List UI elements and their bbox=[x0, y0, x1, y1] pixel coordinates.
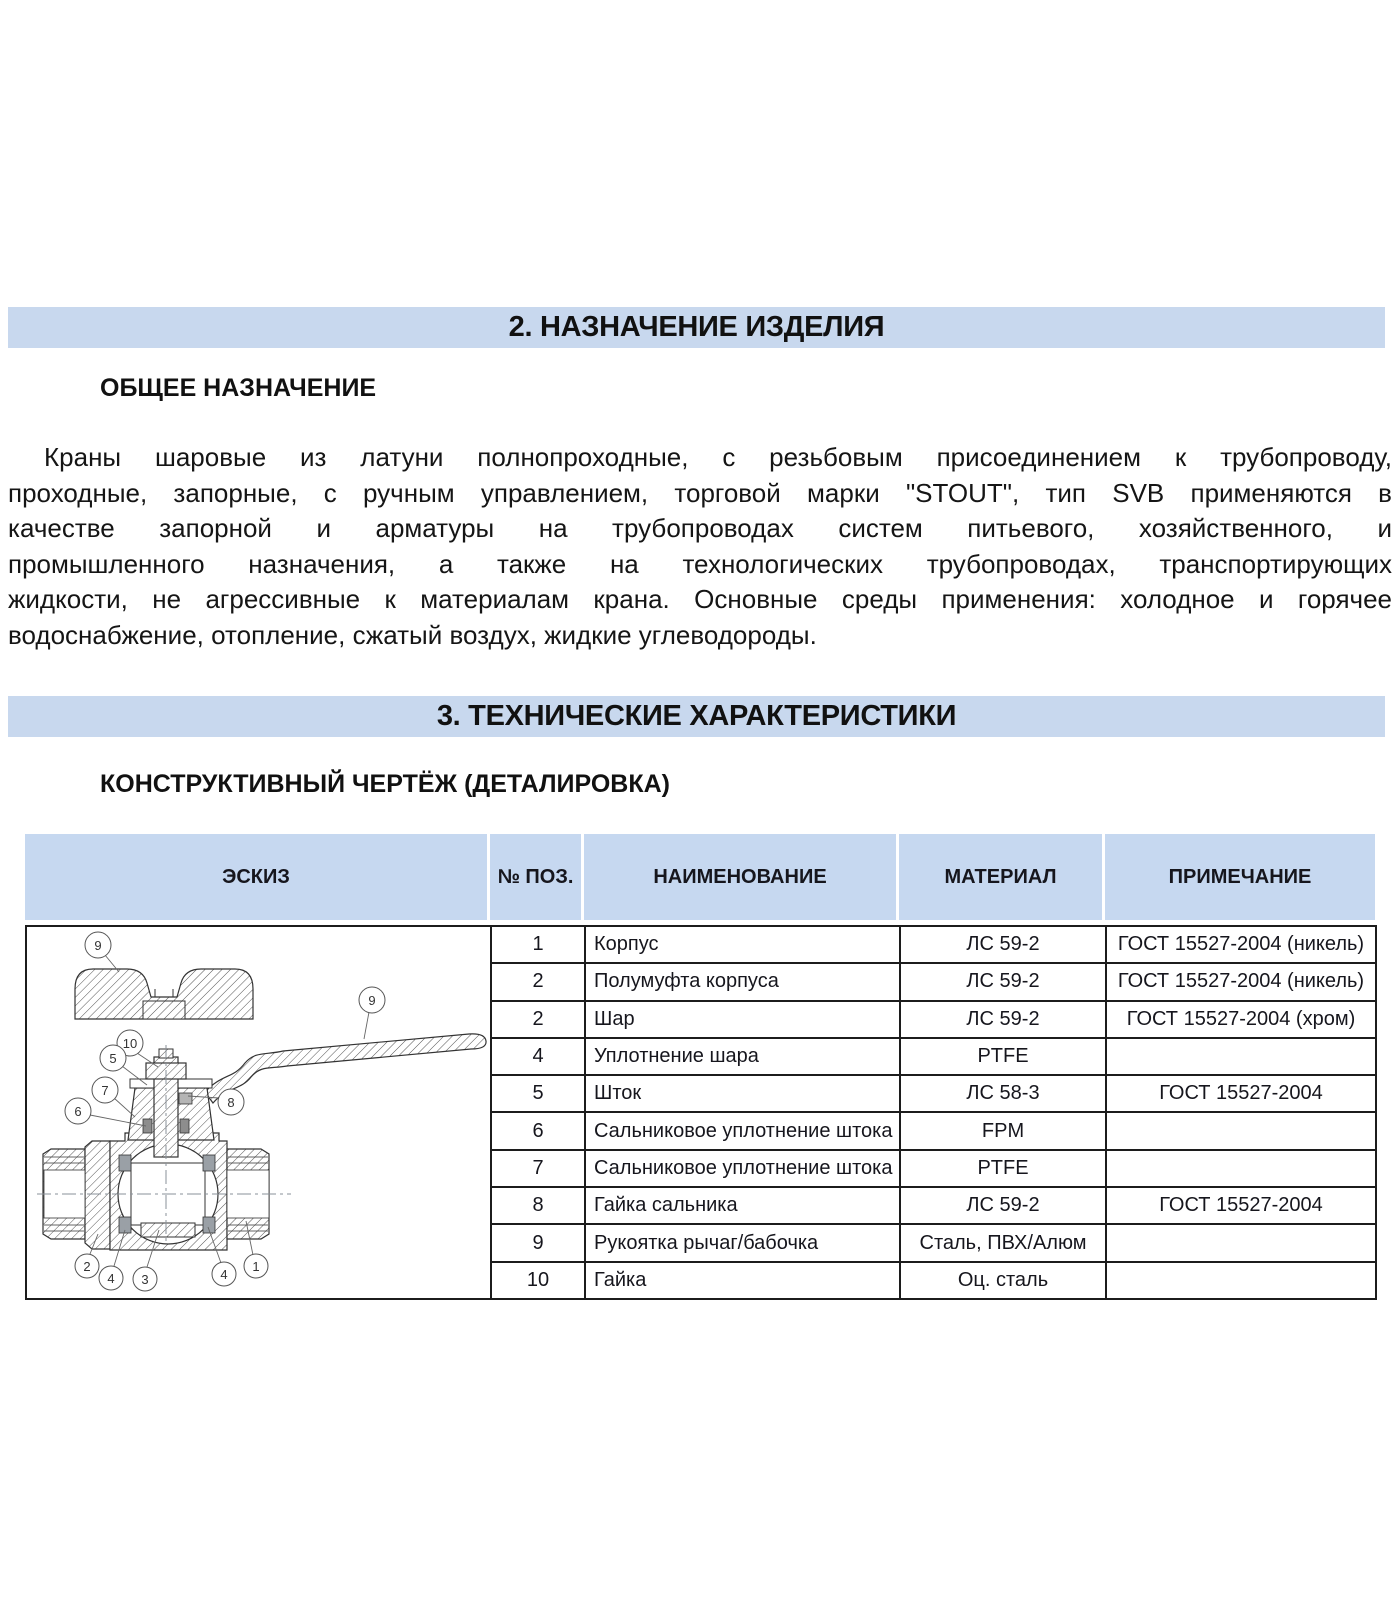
cell-pos: 9 bbox=[491, 1224, 585, 1261]
cell-name: Гайка bbox=[585, 1262, 900, 1299]
cell-note bbox=[1106, 1112, 1376, 1149]
section-2-header-bar bbox=[8, 307, 1385, 348]
section-3-title: 3. ТЕХНИЧЕСКИЕ ХАРАКТЕРИСТИКИ bbox=[436, 700, 957, 732]
cell-name: Гайка сальника bbox=[585, 1187, 900, 1224]
callout-9-lever: 9 bbox=[368, 993, 376, 1008]
cell-pos: 8 bbox=[491, 1187, 585, 1224]
callout-7: 7 bbox=[101, 1083, 109, 1098]
header-material: МАТЕРИАЛ bbox=[899, 834, 1105, 920]
section-3-header-bar bbox=[8, 696, 1385, 737]
cell-note: ГОСТ 15527-2004 (хром) bbox=[1106, 1001, 1376, 1038]
header-sketch: ЭСКИЗ bbox=[25, 834, 490, 920]
cell-material: ЛС 59-2 bbox=[900, 963, 1106, 1000]
cell-note: ГОСТ 15527-2004 bbox=[1106, 1187, 1376, 1224]
cell-note bbox=[1106, 1262, 1376, 1299]
parts-table-body bbox=[26, 926, 1376, 1299]
cell-note: ГОСТ 15527-2004 (никель) bbox=[1106, 926, 1376, 963]
callout-4-left: 4 bbox=[107, 1271, 115, 1286]
section-2-title: 2. НАЗНАЧЕНИЕ ИЗДЕЛИЯ bbox=[508, 311, 885, 343]
parts-table bbox=[25, 925, 1377, 1300]
cell-note: ГОСТ 15527-2004 (никель) bbox=[1106, 963, 1376, 1000]
header-pos: № ПОЗ. bbox=[490, 834, 584, 920]
table-row bbox=[26, 926, 1376, 963]
cell-material: ЛС 58-3 bbox=[900, 1075, 1106, 1112]
parts-table-header bbox=[25, 834, 1375, 920]
cell-pos: 1 bbox=[491, 926, 585, 963]
cell-pos: 4 bbox=[491, 1038, 585, 1075]
callout-10: 10 bbox=[122, 1036, 138, 1051]
cell-material: FPM bbox=[900, 1112, 1106, 1149]
cell-name: Полумуфта корпуса bbox=[585, 963, 900, 1000]
callout-2: 2 bbox=[83, 1259, 91, 1274]
callout-8: 8 bbox=[227, 1095, 235, 1110]
cell-name: Сальниковое уплотнение штока bbox=[585, 1112, 900, 1149]
butterfly-handle bbox=[75, 969, 253, 1019]
cell-pos: 7 bbox=[491, 1150, 585, 1187]
cell-material: ЛС 59-2 bbox=[900, 926, 1106, 963]
cell-note bbox=[1106, 1224, 1376, 1261]
cell-note: ГОСТ 15527-2004 bbox=[1106, 1075, 1376, 1112]
cell-name: Сальниковое уплотнение штока bbox=[585, 1150, 900, 1187]
cell-pos: 2 bbox=[491, 963, 585, 1000]
cell-note bbox=[1106, 1038, 1376, 1075]
cell-name: Шар bbox=[585, 1001, 900, 1038]
header-note: ПРИМЕЧАНИЕ bbox=[1105, 834, 1375, 920]
cell-pos: 6 bbox=[491, 1112, 585, 1149]
lever-handle bbox=[205, 1034, 486, 1103]
callout-9-butterfly: 9 bbox=[94, 938, 102, 953]
cell-material: Оц. сталь bbox=[900, 1262, 1106, 1299]
cell-material: ЛС 59-2 bbox=[900, 1187, 1106, 1224]
cell-pos: 5 bbox=[491, 1075, 585, 1112]
paragraph-line: Краны шаровые из латуни полнопроходные, с резьбовым присоединением к трубопроводу, bbox=[44, 442, 1392, 472]
callout-4-right: 4 bbox=[220, 1267, 228, 1282]
header-name: НАИМЕНОВАНИЕ bbox=[584, 834, 899, 920]
callout-6: 6 bbox=[74, 1104, 82, 1119]
cell-pos: 2 bbox=[491, 1001, 585, 1038]
cell-name: Рукоятка рычаг/бабочка bbox=[585, 1224, 900, 1261]
cell-name: Шток bbox=[585, 1075, 900, 1112]
paragraph-line: жидкости, не агрессивные к материалам крана. Основные среды применения: холодное и горячее bbox=[8, 584, 1392, 614]
callout-5: 5 bbox=[109, 1051, 117, 1066]
cell-material: Сталь, ПВХ/Алюм bbox=[900, 1224, 1106, 1261]
cell-material: ЛС 59-2 bbox=[900, 1001, 1106, 1038]
callout-3: 3 bbox=[141, 1272, 149, 1287]
cell-pos: 10 bbox=[491, 1262, 585, 1299]
paragraph-line: водоснабжение, отопление, сжатый воздух, жидкие углеводороды. bbox=[8, 619, 817, 650]
cell-material: PTFE bbox=[900, 1150, 1106, 1187]
cell-name: Уплотнение шара bbox=[585, 1038, 900, 1075]
callout-1: 1 bbox=[252, 1259, 260, 1274]
sketch-cell bbox=[26, 926, 491, 1299]
cell-material: PTFE bbox=[900, 1038, 1106, 1075]
paragraph-line: промышленного назначения, а также на технологических трубопроводах, транспортирующих bbox=[8, 548, 1392, 579]
valve-cross-section-svg bbox=[35, 927, 491, 1298]
paragraph-line: проходные, запорные, с ручным управлением, торговой марки "STOUT", тип SVB применяются в bbox=[8, 477, 1392, 508]
construction-drawing-subheading: КОНСТРУКТИВНЫЙ ЧЕРТЁЖ (ДЕТАЛИРОВКА) bbox=[100, 770, 670, 798]
ball-valve-drawing bbox=[35, 927, 491, 1298]
paragraph-line: качестве запорной и арматуры на трубопроводах систем питьевого, хозяйственного, и bbox=[8, 513, 1392, 543]
purpose-paragraph bbox=[8, 440, 1392, 653]
cell-name: Корпус bbox=[585, 926, 900, 963]
cell-note bbox=[1106, 1150, 1376, 1187]
general-purpose-subheading: ОБЩЕЕ НАЗНАЧЕНИЕ bbox=[100, 374, 377, 402]
